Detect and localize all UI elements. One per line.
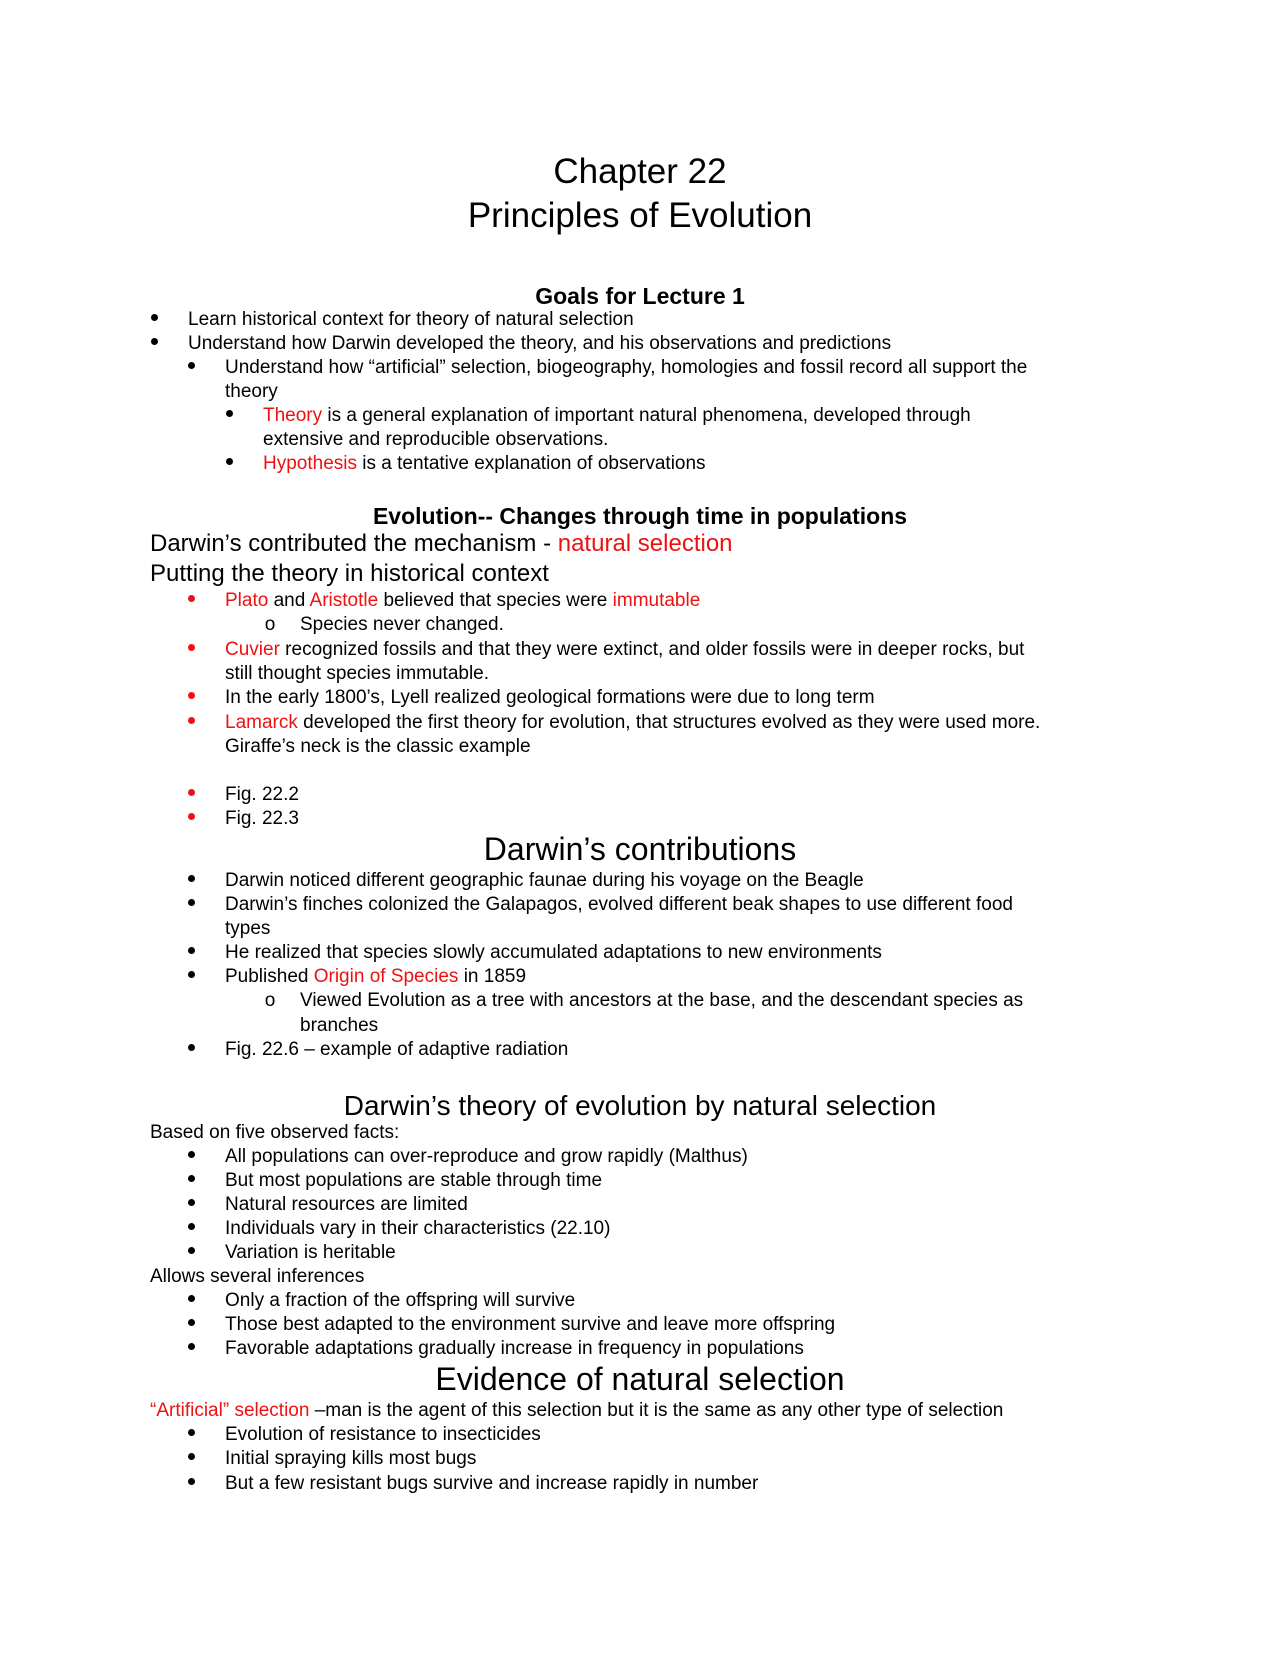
- bullet-icon: [181, 686, 201, 710]
- bullet-icon: [181, 1313, 201, 1337]
- evidence-item: Initial spraying kills most bugs: [225, 1448, 477, 1469]
- goals-item-theory: Theory is a general explanation of important natural phenomena, developed through: [263, 405, 971, 426]
- evidence-heading: Evidence of natural selection: [435, 1361, 845, 1397]
- bullet-icon: [181, 1472, 201, 1496]
- history-item-cuvier-line-2: still thought species immutable.: [225, 663, 490, 684]
- contrib-sub-item-line-2: branches: [300, 1015, 379, 1036]
- goals-item-3-line-1: Understand how “artificial” selection, biogeography, homologies and fossil record all support the: [225, 357, 1028, 378]
- facts-intro: Based on five observed facts:: [150, 1122, 400, 1143]
- figure-ref-22-3: Fig. 22.3: [225, 808, 299, 829]
- evolution-heading: Evolution-- Changes through time in populations: [372, 503, 908, 529]
- figure-ref-22-2: Fig. 22.2: [225, 784, 299, 805]
- bullet-icon: [219, 404, 239, 428]
- goals-item-2: Understand how Darwin developed the theory, and his observations and predictions: [188, 333, 892, 354]
- contrib-item-5: Fig. 22.6 – example of adaptive radiation: [225, 1039, 569, 1060]
- inference-item: Only a fraction of the offspring will survive: [225, 1290, 576, 1311]
- evidence-item: But a few resistant bugs survive and increase rapidly in number: [225, 1473, 759, 1494]
- goals-item-1: Learn historical context for theory of natural selection: [188, 309, 634, 330]
- fact-item: Variation is heritable: [225, 1242, 396, 1263]
- term-hypothesis: Hypothesis: [263, 453, 357, 474]
- inferences-intro: Allows several inferences: [150, 1266, 365, 1287]
- bullet-icon: [181, 711, 201, 735]
- bullet-icon: [144, 332, 164, 356]
- chapter-subtitle: Principles of Evolution: [467, 196, 813, 235]
- term-natural-selection: natural selection: [557, 530, 733, 557]
- historical-context-line: Putting the theory in historical context: [150, 560, 549, 587]
- history-item-cuvier: Cuvier recognized fossils and that they were extinct, and older fossils were in deeper rocks, but: [225, 639, 1025, 660]
- sub-bullet-icon: o: [264, 990, 276, 1011]
- bullet-icon: [219, 452, 239, 476]
- goals-item-theory-line-2: extensive and reproducible observations.: [263, 429, 609, 450]
- contributions-heading: Darwin’s contributions: [483, 831, 797, 867]
- history-item-lyell: In the early 1800’s, Lyell realized geological formations were due to long term: [225, 687, 875, 708]
- theory-heading: Darwin’s theory of evolution by natural selection: [343, 1090, 937, 1121]
- mechanism-line: Darwin’s contributed the mechanism - natural selection: [150, 530, 733, 557]
- bullet-icon: [181, 1193, 201, 1217]
- term-origin-of-species: Origin of Species: [313, 966, 459, 987]
- bullet-icon: [181, 1337, 201, 1361]
- term-theory: Theory: [263, 405, 323, 426]
- term-artificial-selection: “Artificial” selection: [150, 1400, 315, 1421]
- fact-item: Natural resources are limited: [225, 1194, 468, 1215]
- goals-heading: Goals for Lecture 1: [535, 283, 745, 309]
- term-immutable: immutable: [612, 590, 701, 611]
- bullet-icon: [181, 941, 201, 965]
- contrib-item-1: Darwin noticed different geographic faunae during his voyage on the Beagle: [225, 870, 864, 891]
- term-aristotle: Aristotle: [309, 590, 379, 611]
- bullet-icon: [181, 807, 201, 831]
- bullet-icon: [181, 638, 201, 662]
- bullet-icon: [181, 1423, 201, 1447]
- fact-item: But most populations are stable through time: [225, 1170, 603, 1191]
- term-plato: Plato: [225, 590, 269, 611]
- chapter-title: Chapter 22: [553, 152, 727, 191]
- history-item-lamarck-line-2: Giraffe’s neck is the classic example: [225, 736, 531, 757]
- bullet-icon: [181, 1447, 201, 1471]
- bullet-icon: [181, 965, 201, 989]
- goals-item-3-line-2: theory: [225, 381, 278, 402]
- bullet-icon: [181, 1217, 201, 1241]
- history-sub-item: Species never changed.: [300, 614, 504, 635]
- contrib-item-3: He realized that species slowly accumulated adaptations to new environments: [225, 942, 882, 963]
- inference-item: Favorable adaptations gradually increase in frequency in populations: [225, 1338, 804, 1359]
- fact-item: All populations can over-reproduce and grow rapidly (Malthus): [225, 1146, 748, 1167]
- artificial-selection-line: “Artificial” selection –man is the agent of this selection but it is the same as any other type of selection: [150, 1400, 1004, 1421]
- bullet-icon: [181, 356, 201, 380]
- bullet-icon: [144, 308, 164, 332]
- contrib-item-2: Darwin’s finches colonized the Galapagos, evolved different beak shapes to use different food: [225, 894, 1013, 915]
- contrib-sub-item: Viewed Evolution as a tree with ancestors at the base, and the descendant species as: [300, 990, 1024, 1011]
- bullet-icon: [181, 1241, 201, 1265]
- bullet-icon: [181, 869, 201, 893]
- term-lamarck: Lamarck: [225, 712, 298, 733]
- goals-item-hypothesis: Hypothesis is a tentative explanation of observations: [263, 453, 706, 474]
- contrib-item-4: Published Origin of Species in 1859: [225, 966, 527, 987]
- evidence-item: Evolution of resistance to insecticides: [225, 1424, 541, 1445]
- term-cuvier: Cuvier: [225, 639, 280, 660]
- bullet-icon: [181, 1145, 201, 1169]
- inference-item: Those best adapted to the environment survive and leave more offspring: [225, 1314, 836, 1335]
- history-item-lamarck: Lamarck developed the first theory for evolution, that structures evolved as they were used more.: [225, 712, 1041, 733]
- bullet-icon: [181, 893, 201, 917]
- contrib-item-2-line-2: types: [225, 918, 271, 939]
- bullet-icon: [181, 589, 201, 613]
- fact-item: Individuals vary in their characteristics (22.10): [225, 1218, 611, 1239]
- bullet-icon: [181, 1289, 201, 1313]
- bullet-icon: [181, 783, 201, 807]
- bullet-icon: [181, 1169, 201, 1193]
- sub-bullet-icon: o: [264, 614, 276, 635]
- bullet-icon: [181, 1038, 201, 1062]
- history-item-plato: Plato and Aristotle believed that species were immutable: [225, 590, 701, 611]
